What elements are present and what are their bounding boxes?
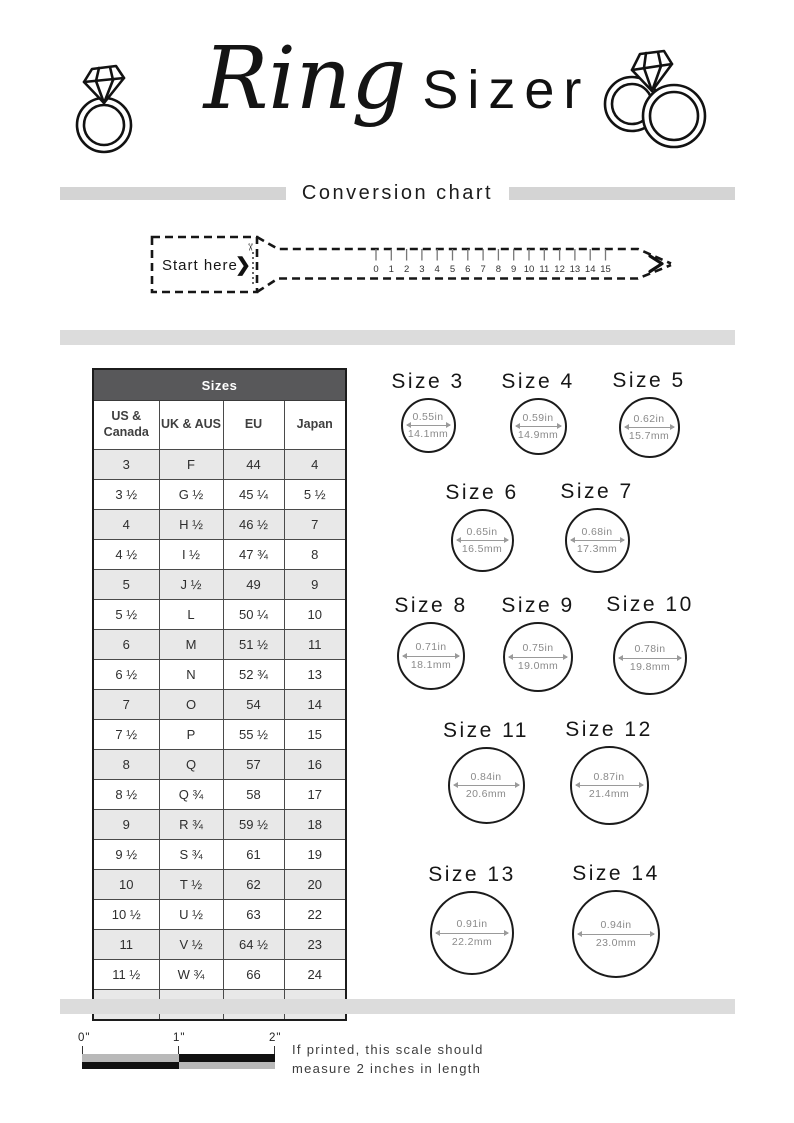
ruler-number: 9 [511,264,517,275]
scale-mark-0: 0" [78,1032,91,1044]
title-sans-word: Sizer [422,60,591,120]
table-row [93,720,346,750]
table-cell: 8 ½ [93,780,159,810]
table-cell: 15 [284,720,346,750]
table-cell: Q ¾ [159,780,223,810]
scale-tick [82,1046,83,1054]
size-circle [451,509,514,572]
table-cell: 10 ½ [93,900,159,930]
table-cell: 7 [284,510,346,540]
size-circle [619,397,680,458]
ruler-number: 15 [600,264,611,275]
table-cell: 6 ½ [93,660,159,690]
table-row [93,660,346,690]
diameter-arrow [625,427,674,428]
table-title-row [93,369,346,401]
table-cell: 47 ¾ [223,540,284,570]
table-row [93,900,346,930]
diameter-inches: 0.65in [466,525,498,538]
table-row [93,870,346,900]
table-cell: 3 ½ [93,480,159,510]
table-row [93,480,346,510]
print-instruction-line2: measure 2 inches in length [292,1061,482,1076]
table-cell: 55 ½ [223,720,284,750]
ring-size-9-block [478,594,598,692]
table-cell: 62 [223,870,284,900]
subtitle-row [60,182,735,205]
table-cell: 23 [284,930,346,960]
table-cell: 57 [223,750,284,780]
table-cell: 5 ½ [93,600,159,630]
ring-size-12-block [549,718,669,825]
diameter-arrow [571,540,624,541]
strip-top-edge [257,237,671,264]
table-row [93,960,346,990]
table-row [93,840,346,870]
table-cell: I ½ [159,540,223,570]
col-eu: EU [223,401,284,450]
table-cell: 11 [93,930,159,960]
size-label: Size 9 [501,594,575,617]
diameter-mm: 14.1mm [407,428,449,440]
diameter-inches: 0.78in [634,643,666,656]
diameter-arrow [407,425,450,426]
start-here-chevron-icon: ❯ [235,255,251,276]
ring-size-3-block [368,370,488,453]
table-cell: 5 ½ [284,480,346,510]
table-cell: 61 [223,840,284,870]
diameter-mm: 20.6mm [465,788,507,800]
table-cell: 4 ½ [93,540,159,570]
size-circle [565,508,630,573]
table-row [93,690,346,720]
ruler-number: 5 [449,264,456,275]
table-cell: 7 [93,690,159,720]
scale-segment [179,1054,276,1062]
table-cell: J ½ [159,570,223,600]
table-cell: 20 [284,870,346,900]
table-cell: P [159,720,223,750]
table-cell: L [159,600,223,630]
size-label: Size 6 [445,481,519,504]
table-cell: 51 ½ [223,630,284,660]
table-cell: 10 [93,870,159,900]
table-cell: 52 ¾ [223,660,284,690]
table-cell: 49 [223,570,284,600]
table-cell: M [159,630,223,660]
size-circle [401,398,456,453]
diameter-arrow [516,426,561,427]
diameter-mm: 19.0mm [517,659,559,672]
ring-size-7-block [537,480,657,573]
table-row [93,450,346,480]
print-scale [80,1032,740,1096]
table-row [93,570,346,600]
table-cell: 13 [284,660,346,690]
diameter-arrow [436,933,508,934]
table-cell: O [159,690,223,720]
table-cell: 58 [223,780,284,810]
print-instruction [292,1040,484,1078]
table-cell: W ¾ [159,960,223,990]
table-cell: F [159,450,223,480]
table-cell: 59 ½ [223,810,284,840]
scale-tick [178,1046,179,1054]
table-cell: 11 [284,630,346,660]
table-cell: 9 [93,810,159,840]
size-label: Size 10 [606,593,694,616]
table-row [93,810,346,840]
size-circle [570,746,649,825]
table-cell: Q [159,750,223,780]
ruler-number: 3 [419,264,425,275]
table-cell: 54 [223,690,284,720]
diameter-mm: 17.3mm [576,543,618,555]
diameter-arrow [403,656,459,657]
table-cell: H ½ [159,510,223,540]
ruler-number: 1 [388,264,394,275]
scale-mark-1: 1" [173,1032,186,1044]
table-cell: S ¾ [159,840,223,870]
scale-segment [82,1054,179,1062]
size-circle [510,398,567,455]
diameter-arrow [457,540,508,541]
table-cell: 46 ½ [223,510,284,540]
diameter-mm: 19.8mm [629,660,671,673]
size-circle [430,891,514,975]
table-cell: G ½ [159,480,223,510]
table-cell: 45 ¼ [223,480,284,510]
col-japan: Japan [284,401,346,450]
scale-segment [82,1062,179,1070]
table-cell: 6 [93,630,159,660]
size-table-body [93,450,346,1021]
diameter-inches: 0.94in [600,919,632,932]
table-row [93,540,346,570]
table-row [93,630,346,660]
ruler-number: 12 [554,264,565,275]
table-cell: U ½ [159,900,223,930]
size-circle [448,747,525,824]
ruler-number: 10 [523,264,535,275]
table-cell: 66 [223,960,284,990]
size-label: Size 4 [501,370,575,393]
size-conversion-table [92,368,347,1021]
table-cell: R ¾ [159,810,223,840]
table-cell: 7 ½ [93,720,159,750]
table-cell: 14 [284,690,346,720]
ring-size-8-block [371,594,491,690]
diameter-mm: 18.1mm [410,658,452,671]
table-cell: 11 ½ [93,960,159,990]
ring-size-10-block [590,593,710,695]
scale-segment [179,1062,276,1070]
ruler-number: 7 [480,264,486,275]
size-label: Size 7 [560,480,634,503]
ruler-number: 11 [539,264,550,275]
subtitle-bar-right [509,187,735,200]
start-here-label: Start here [162,257,238,274]
table-cell: 17 [284,780,346,810]
ring-sizer-strip [140,225,700,310]
table-cell: 16 [284,750,346,780]
diameter-mm: 15.7mm [628,430,670,442]
diameter-inches: 0.71in [415,641,447,654]
col-us-canada: US & Canada [93,401,159,450]
diameter-mm: 16.5mm [461,543,503,555]
diameter-inches: 0.68in [581,525,613,538]
diameter-inches: 0.84in [470,770,502,783]
table-cell: 8 [284,540,346,570]
diameter-arrow [576,785,643,786]
print-instruction-line1: If printed, this scale should [292,1042,484,1057]
diameter-mm: 23.0mm [595,936,637,949]
size-label: Size 8 [394,594,468,617]
table-cell: V ½ [159,930,223,960]
table-cell: 5 [93,570,159,600]
table-cell: 9 [284,570,346,600]
ruler-number: 2 [403,264,410,275]
table-row [93,600,346,630]
page-title [0,30,794,129]
diameter-mm: 21.4mm [588,788,630,800]
ruler-number: 14 [584,264,596,275]
table-cell: 44 [223,450,284,480]
table-cell: 22 [284,900,346,930]
table-cell: 4 [93,510,159,540]
ring-size-5-block [589,369,709,458]
diameter-mm: 22.2mm [451,935,493,948]
scale-tick [274,1046,275,1054]
diameter-inches: 0.59in [522,411,554,424]
diameter-inches: 0.91in [456,918,488,931]
table-cell: 9 ½ [93,840,159,870]
table-cell: 19 [284,840,346,870]
table-cell: 24 [284,960,346,990]
ring-size-6-block [422,481,542,572]
diameter-arrow [578,934,654,935]
table-cell: 50 ¼ [223,600,284,630]
size-circle [572,890,660,978]
diameter-arrow [619,658,681,659]
diameter-arrow [509,657,567,658]
size-circle [397,622,465,690]
diameter-inches: 0.55in [412,410,444,423]
divider-top [60,330,735,345]
table-header-row [93,401,346,450]
table-cell: 8 [93,750,159,780]
table-row [93,930,346,960]
scale-bars [82,1054,275,1069]
table-cell: 10 [284,600,346,630]
ring-size-13-block [412,863,532,975]
table-row [93,780,346,810]
table-cell: 64 ½ [223,930,284,960]
table-row [93,750,346,780]
table-cell: T ½ [159,870,223,900]
diameter-inches: 0.87in [593,770,625,783]
ruler-number: 0 [373,264,379,275]
table-cell: N [159,660,223,690]
diameter-arrow [454,785,519,786]
size-label: Size 11 [443,719,529,742]
table-cell: 4 [284,450,346,480]
size-circle [613,621,687,695]
table-cell: 3 [93,450,159,480]
size-label: Size 12 [565,718,653,741]
title-script-word: Ring [203,29,407,129]
subtitle-bar-left [60,187,286,200]
ring-size-11-block [426,719,546,824]
table-title: Sizes [93,369,346,401]
size-label: Size 5 [612,369,686,392]
size-label: Size 13 [428,863,516,886]
ring-size-4-block [478,370,598,455]
scissors-icon: ✂ [244,243,255,252]
scale-mark-2: 2" [269,1032,282,1044]
size-label: Size 14 [572,862,660,885]
ruler-number: 13 [569,264,581,275]
diameter-inches: 0.62in [633,412,665,425]
table-row [93,510,346,540]
size-label: Size 3 [391,370,465,393]
ring-size-14-block [556,862,676,978]
ruler-number: 4 [434,264,440,275]
diameter-mm: 14.9mm [517,429,559,441]
ruler-number: 8 [495,264,502,275]
table-cell: 63 [223,900,284,930]
divider-bottom [60,999,735,1014]
col-uk-aus: UK & AUS [159,401,223,450]
ruler-number: 6 [465,264,471,275]
diameter-inches: 0.75in [522,642,554,655]
table-cell: 18 [284,810,346,840]
ruler-scale [373,249,610,275]
subtitle-text: Conversion chart [301,182,494,204]
size-circle [503,622,573,692]
